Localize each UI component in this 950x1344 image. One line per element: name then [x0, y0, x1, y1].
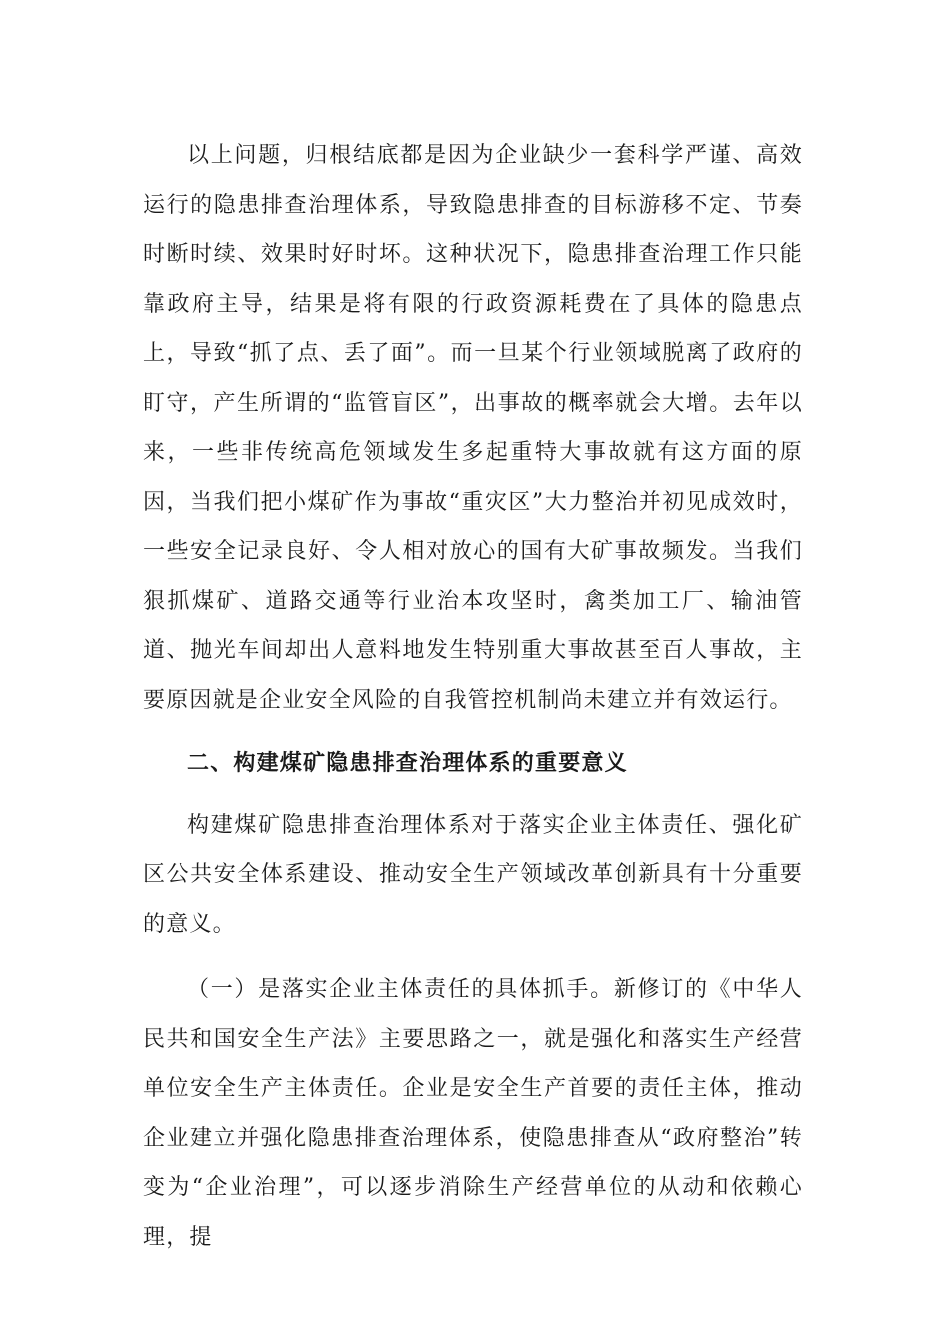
- paragraph-point-one: （一）是落实企业主体责任的具体抓手。新修订的《中华人民共和国安全生产法》主要思路之一，就是强化和落实生产经营单位安全生产主体责任。企业是安全生产首要的责任主体，推动企业建立并强化隐患排查治理体系，使隐患排查从“政府整治”转变为“企业治理”，可以逐步消除生产经营单位的从动和依赖心理，提: [143, 977, 803, 1250]
- document-body: [143, 131, 803, 1262]
- section-heading: 二、构建煤矿隐患排查治理体系的重要意义: [187, 751, 628, 776]
- paragraph-problems: 以上问题，归根结底都是因为企业缺少一套科学严谨、高效运行的隐患排查治理体系，导致隐患排查的目标游移不定、节奏时断时续、效果时好时坏。这种状况下，隐患排查治理工作只能靠政府主导，结果是将有限的行政资源耗费在了具体的隐患点上，导致“抓了点、丢了面”。而一旦某个行业领域脱离了政府的盯守，产生所谓的“监管盲区”，出事故的概率就会大增。去年以来，一些非传统高危领域发生多起重特大事故就有这方面的原因，当我们把小煤矿作为事故“重灾区”大力整治并初见成效时，一些安全记录良好、令人相对放心的国有大矿事故频发。当我们狠抓煤矿、道路交通等行业治本攻坚时，禽类加工厂、输油管道、抛光车间却出人意料地发生特别重大事故甚至百人事故，主要原因就是企业安全风险的自我管控机制尚未建立并有效运行。: [143, 143, 803, 713]
- paragraph-significance: 构建煤矿隐患排查治理体系对于落实企业主体责任、强化矿区公共安全体系建设、推动安全生产领域改革创新具有十分重要的意义。: [143, 812, 803, 937]
